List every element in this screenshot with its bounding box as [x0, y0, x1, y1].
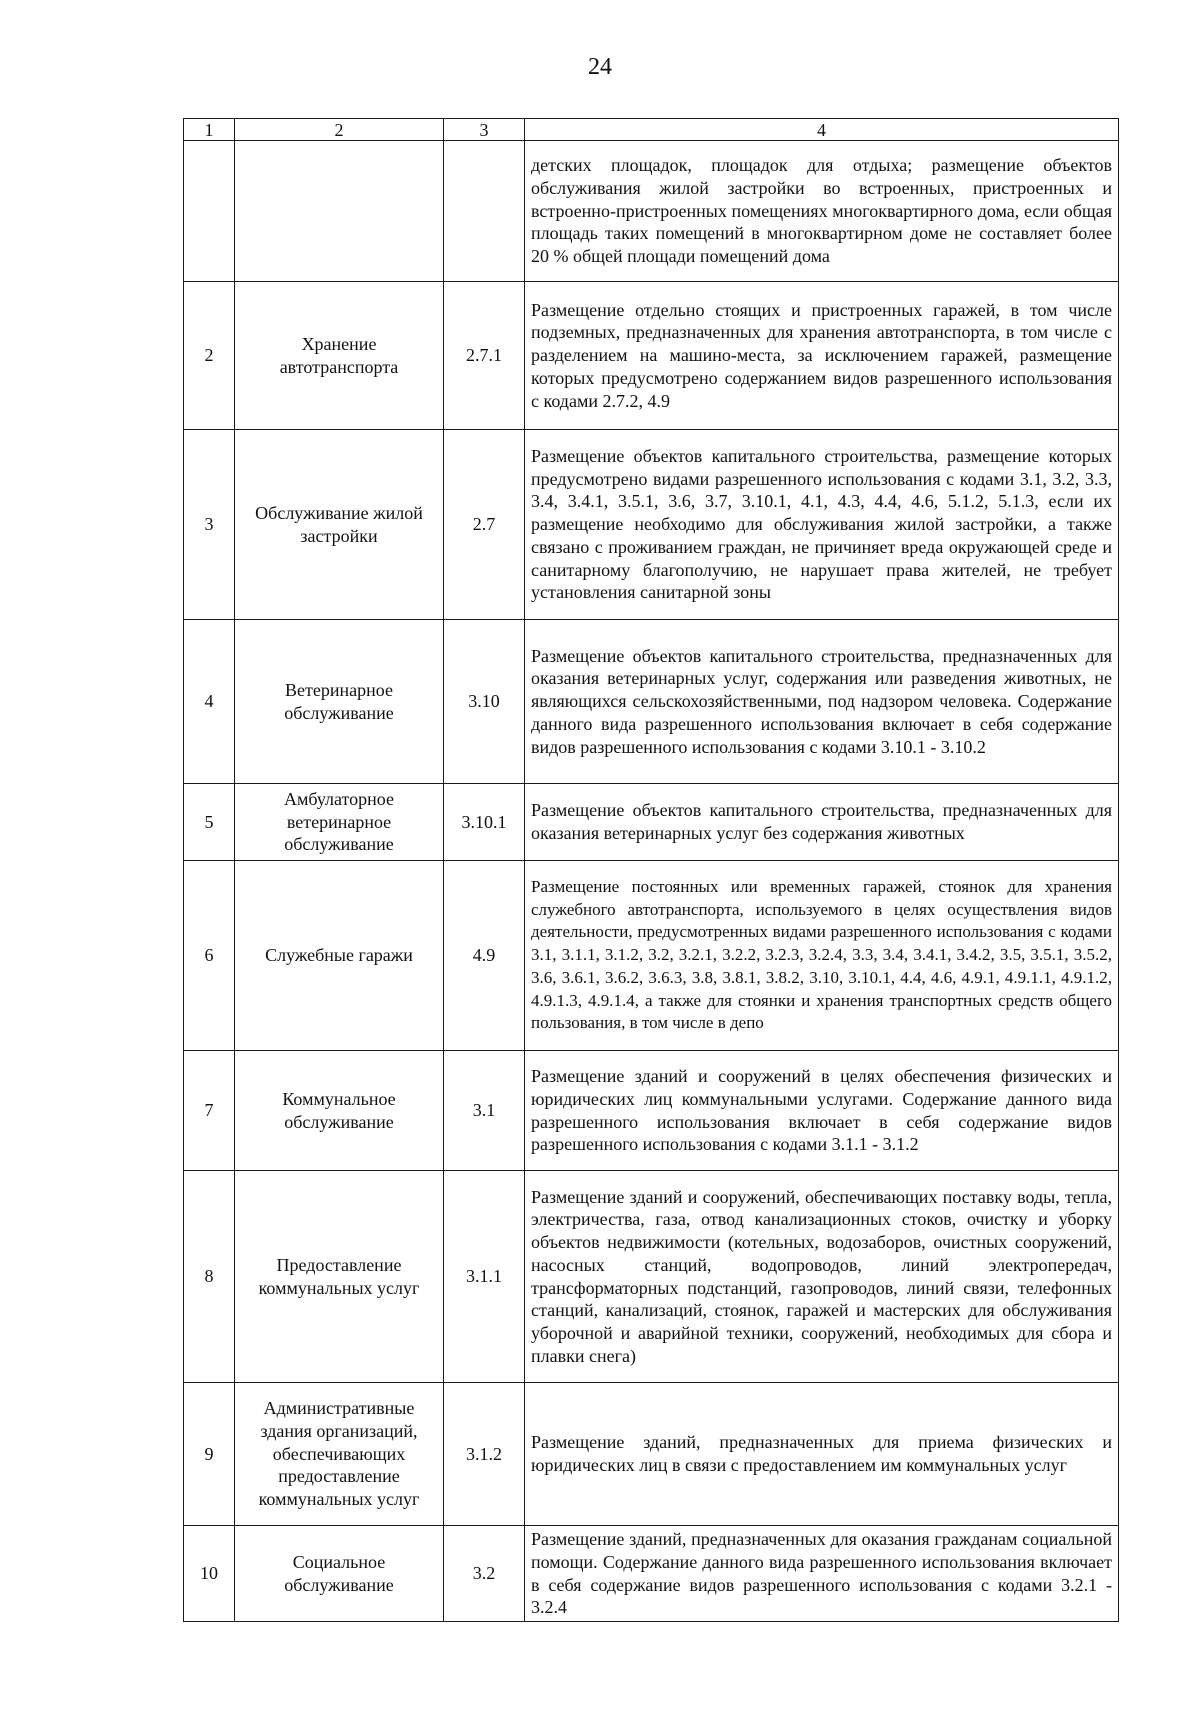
row-description: Размещение отдельно стоящих и пристроенных гаражей, в том числе подземных, предназначенных для хранения автотранспорта, в том числе с разделением на машино-места, за исключением гаражей, размещение которых предусмотрено содержанием видов разрешенного использования с кодами 2.7.2, 4.9 — [525, 282, 1119, 430]
row-code: 3.1.1 — [444, 1171, 525, 1383]
land-use-table — [183, 118, 1119, 1622]
table-row — [184, 1051, 1119, 1171]
row-name: Административные здания организаций, обеспечивающих предоставление коммунальных услуг — [235, 1383, 444, 1526]
table-row — [184, 430, 1119, 620]
row-code: 3.1.2 — [444, 1383, 525, 1526]
table-row — [184, 1526, 1119, 1622]
row-description: Размещение объектов капитального строительства, предназначенных для оказания ветеринарных услуг, содержания или разведения животных, не являющихся сельскохозяйственными, под надзором человека. Содержание данного вида разрешенного использования включает в себя содержание видов разрешенного использования с кодами 3.10.1 - 3.10.2 — [525, 620, 1119, 784]
row-name: Ветеринарное обслуживание — [235, 620, 444, 784]
row-description: Размещение зданий, предназначенных для приема физических и юридических лиц в связи с предоставлением им коммунальных услуг — [525, 1383, 1119, 1526]
row-code: 3.2 — [444, 1526, 525, 1622]
table-row — [184, 620, 1119, 784]
row-number: 6 — [184, 861, 235, 1051]
row-code: 4.9 — [444, 861, 525, 1051]
row-description: Размещение зданий и сооружений в целях обеспечения физических и юридических лиц коммунальными услугами. Содержание данного вида разрешенного использования включает в себя содержание видов разрешенного использования с кодами 3.1.1 - 3.1.2 — [525, 1051, 1119, 1171]
row-number — [184, 141, 235, 282]
row-code: 3.10.1 — [444, 784, 525, 861]
row-code — [444, 141, 525, 282]
header-cell-3: 3 — [444, 119, 525, 141]
row-number: 3 — [184, 430, 235, 620]
header-cell-1: 1 — [184, 119, 235, 141]
table-row — [184, 1383, 1119, 1526]
row-code: 2.7.1 — [444, 282, 525, 430]
row-description: Размещение объектов капитального строительства, размещение которых предусмотрено видами разрешенного использования с кодами 3.1, 3.2, 3.3, 3.4, 3.4.1, 3.5.1, 3.6, 3.7, 3.10.1, 4.1, 4.3, 4.4, 4.6, 5.1.2, 5.1.3, если их размещение необходимо для обслуживания жилой застройки, а также связано с проживанием граждан, не причиняет вреда окружающей среде и санитарному благополучию, не нарушает права жителей, не требует установления санитарной зоны — [525, 430, 1119, 620]
row-description: Размещение зданий, предназначенных для оказания гражданам социальной помощи. Содержание данного вида разрешенного использования включает в себя содержание видов разрешенного использования с кодами 3.2.1 - 3.2.4 — [525, 1526, 1119, 1622]
table-header-row — [184, 119, 1119, 141]
row-name: Амбулаторное ветеринарное обслуживание — [235, 784, 444, 861]
row-code: 3.10 — [444, 620, 525, 784]
row-number: 10 — [184, 1526, 235, 1622]
page-number: 24 — [588, 54, 612, 80]
row-code: 3.1 — [444, 1051, 525, 1171]
header-cell-2: 2 — [235, 119, 444, 141]
row-name: Коммунальное обслуживание — [235, 1051, 444, 1171]
row-description: Размещение постоянных или временных гаражей, стоянок для хранения служебного автотранспорта, используемого в целях осуществления видов деятельности, предусмотренных видами разрешенного использования с кодами 3.1, 3.1.1, 3.1.2, 3.2, 3.2.1, 3.2.2, 3.2.3, 3.2.4, 3.3, 3.4, 3.4.1, 3.4.2, 3.5, 3.5.1, 3.5.2, 3.6, 3.6.1, 3.6.2, 3.6.3, 3.8, 3.8.1, 3.8.2, 3.10, 3.10.1, 4.4, 4.6, 4.9.1, 4.9.1.1, 4.9.1.2, 4.9.1.3, 4.9.1.4, а также для стоянки и хранения транспортных средств общего пользования, в том числе в депо — [525, 861, 1119, 1051]
row-number: 7 — [184, 1051, 235, 1171]
row-name — [235, 141, 444, 282]
row-code: 2.7 — [444, 430, 525, 620]
row-description: Размещение зданий и сооружений, обеспечивающих поставку воды, тепла, электричества, газа, отвод канализационных стоков, очистку и уборку объектов недвижимости (котельных, водозаборов, очистных сооружений, насосных станций, водопроводов, линий электропередач, трансформаторных подстанций, газопроводов, линий связи, телефонных станций, канализаций, стоянок, гаражей и мастерских для обслуживания уборочной и аварийной техники, сооружений, необходимых для сбора и плавки снега) — [525, 1171, 1119, 1383]
row-description: детских площадок, площадок для отдыха; размещение объектов обслуживания жилой застройки во встроенных, пристроенных и встроенно-пристроенных помещениях многоквартирного дома, если общая площадь таких помещений в многоквартирном доме не составляет более 20 % общей площади помещений дома — [525, 141, 1119, 282]
row-name: Служебные гаражи — [235, 861, 444, 1051]
table-row — [184, 861, 1119, 1051]
header-cell-4: 4 — [525, 119, 1119, 141]
row-name: Хранение автотранспорта — [235, 282, 444, 430]
row-number: 8 — [184, 1171, 235, 1383]
row-number: 4 — [184, 620, 235, 784]
row-number: 2 — [184, 282, 235, 430]
table-row — [184, 141, 1119, 282]
row-name: Предоставление коммунальных услуг — [235, 1171, 444, 1383]
table-row — [184, 282, 1119, 430]
row-number: 5 — [184, 784, 235, 861]
table-row — [184, 784, 1119, 861]
row-name: Обслуживание жилой застройки — [235, 430, 444, 620]
row-number: 9 — [184, 1383, 235, 1526]
row-name: Социальное обслуживание — [235, 1526, 444, 1622]
row-description: Размещение объектов капитального строительства, предназначенных для оказания ветеринарных услуг без содержания животных — [525, 784, 1119, 861]
table-row — [184, 1171, 1119, 1383]
